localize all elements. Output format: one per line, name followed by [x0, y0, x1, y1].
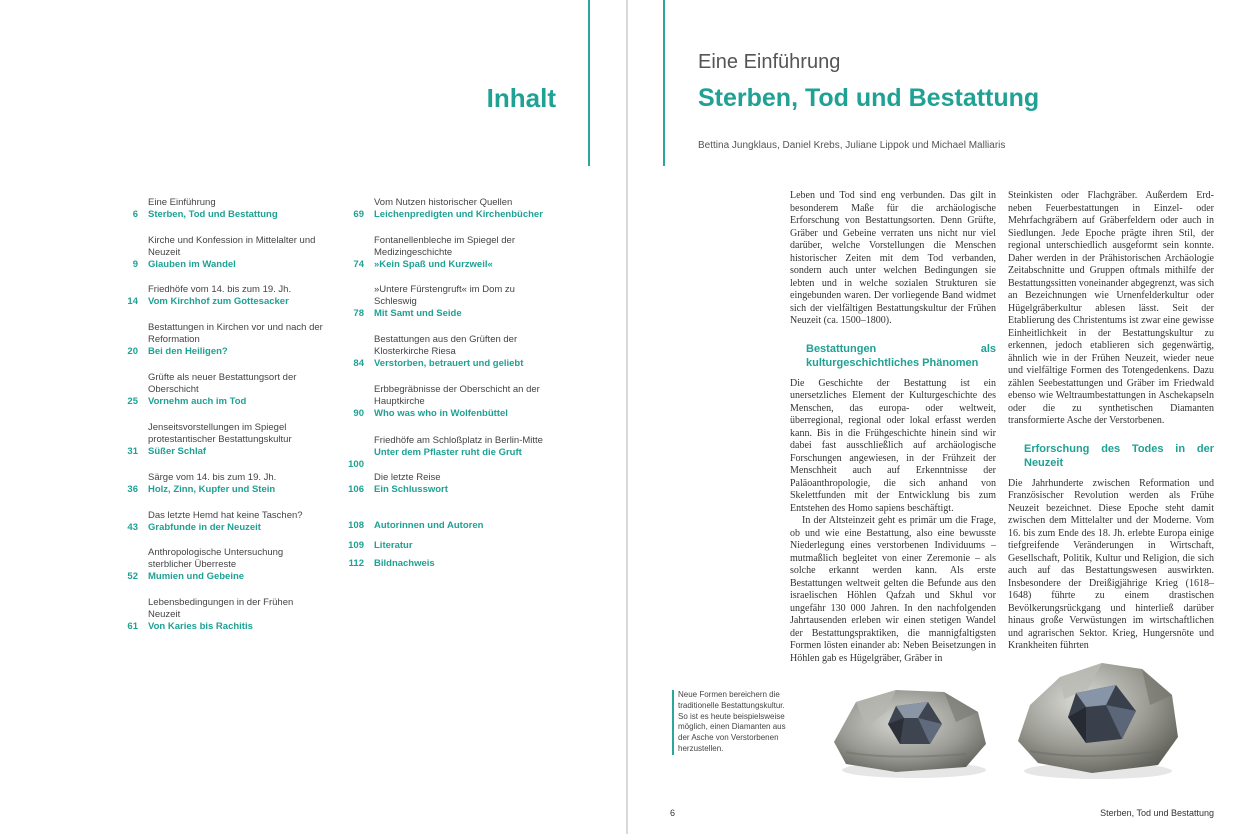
title-rule: [663, 0, 665, 166]
toc-entry-subtitle: Anthropologische Untersuchung sterblicher Überreste: [148, 547, 284, 570]
toc-entry-title: Who was who in Wolfenbüttel: [374, 408, 508, 419]
toc-page-number: 25: [127, 396, 138, 407]
toc-entry[interactable]: [353, 334, 554, 370]
toc-entry-title: Süßer Schlaf: [148, 446, 207, 457]
paragraph: Die Jahrhunderte zwischen Reformation und Französischer Revolution werden als Frühe Neuzeit bezeichnet. Diese Epoche steht damit zwischen dem Mittelalter und der Moderne. Vom 16. bis zum Ende des 18. Jh. erlebte Europa einige tiefgreifende Veränderungen in Wirtschaft, Gesellschaft, Politik, Kultur und Religion, die sich auch auf das Bestattungswesen auswirkten. Insbesondere der Dreißigjährige Krieg (1618–1648) führte zu einem drastischen Bevölkerungsrückgang und hinterließ darüber hinaus große Verwüstungen im wirtschaftlichen und agrarischen Sektor. Krieg, Hungersnöte und Krankheiten führten: [1008, 477, 1214, 651]
toc-page-number: 112: [348, 558, 364, 569]
toc-entry[interactable]: [353, 384, 554, 420]
toc-entry-subtitle: Grüfte als neuer Bestattungsort der Oberschicht: [148, 372, 297, 395]
toc-entry-subtitle: Vom Nutzen historischer Quellen: [374, 197, 513, 208]
contents-title: Inhalt: [486, 83, 556, 113]
toc-page-number: 31: [127, 446, 138, 457]
toc-entry-subtitle: Das letzte Hemd hat keine Taschen?: [148, 510, 303, 521]
toc-page-number: 90: [353, 408, 364, 419]
toc-entry-title: Von Karies bis Rachitis: [148, 621, 253, 632]
toc-entry-subtitle: Friedhöfe vom 14. bis zum 19. Jh.: [148, 284, 292, 295]
toc-page-number: 6: [132, 209, 138, 220]
toc-entry[interactable]: [348, 472, 554, 496]
toc-entry[interactable]: [127, 422, 326, 458]
toc-entry[interactable]: [132, 235, 326, 271]
figure-caption: Neue Formen bereichern die traditionelle Bestattungskultur. So ist es heute beispielsweise möglich, einen Diamanten aus der Asche von Verstorbenen herzustellen.: [672, 690, 796, 755]
toc-entry-subtitle: Friedhöfe am Schloßplatz in Berlin-Mitte: [374, 435, 543, 446]
toc-entry-subtitle: Erbbegräbnisse der Oberschicht an der Hauptkirche: [374, 384, 540, 407]
diamond-stone-image: [826, 672, 996, 782]
toc-entry-title: Grabfunde in der Neuzeit: [148, 522, 261, 533]
toc-entry[interactable]: [132, 197, 326, 221]
toc-page-number: 106: [348, 484, 364, 495]
toc-page-number: 84: [353, 358, 364, 369]
page-number: 6: [670, 808, 676, 818]
toc-entry-subtitle: Eine Einführung: [148, 197, 216, 208]
toc-entry-title: Bildnachweis: [374, 558, 435, 569]
toc-page-number: 108: [348, 520, 364, 531]
toc-entry-title: Ein Schlusswort: [374, 484, 448, 495]
paragraph: Steinkisten oder Flachgräber. Außerdem Erd- neben Feuerbestattungen in Einzel- oder Mehrfachgräbern auf Gräberfeldern oder auch in Siedlungen. Jede Epoche prägte ihren Stil, der regional unterschiedlich ausgeformt sein konnte. Daher werden in der Prähistorischen Archäologie Zeitabschnitte und Gruppen oftmals mithilfe der Bestattungssitten voneinander abgegrenzt, was sich an Bezeichnungen wie Urnenfelderkultur oder Hügelgräberkultur ablesen lässt. Seit der Etablierung des Christentums ist zwar eine gewisse Einheitlichkeit in der Bestattungskultur zu erkennen, jedoch etablieren sich gegenwärtig, ähnlich wie in der Frühen Neuzeit, wieder neue und vielfältige Formen des Totengedenkens. Dazu zählen Seebestattungen und Gräber im Friedwald ebenso wie Weltraumbestattungen in Aschekapseln oder die zu synthetischen Diamanten transformierte Asche der Verstorbenen.: [1008, 190, 1214, 426]
toc-entry-title: »Kein Spaß und Kurzweil«: [374, 259, 493, 270]
toc-page-number: 36: [127, 484, 138, 495]
toc-entry-subtitle: Bestattungen in Kirchen vor und nach der Reformation: [148, 322, 323, 345]
body-column-1: [790, 190, 996, 665]
toc-entry[interactable]: [348, 540, 554, 552]
toc-entry[interactable]: [353, 235, 554, 271]
toc-entry-title: Bei den Heiligen?: [148, 346, 228, 357]
article-authors: Bettina Jungklaus, Daniel Krebs, Juliane Lippok und Michael Malliaris: [698, 140, 1006, 151]
toc-entry-subtitle: Särge vom 14. bis zum 19. Jh.: [148, 472, 277, 483]
section-heading: Bestattungen als kulturgeschichtliches Phänomen: [806, 342, 996, 369]
running-head: Sterben, Tod und Bestattung: [1100, 808, 1214, 818]
toc-entry-subtitle: Lebensbedingungen in der Frühen Neuzeit: [148, 597, 294, 620]
toc-page-number: 61: [127, 621, 138, 632]
toc-entry[interactable]: [127, 472, 326, 496]
toc-entry-title: Sterben, Tod und Bestattung: [148, 209, 278, 220]
toc-entry-subtitle: Kirche und Konfession in Mittelalter und Neuzeit: [148, 235, 316, 258]
article-page: [628, 0, 1252, 834]
toc-entry[interactable]: [127, 372, 326, 408]
toc-entry-subtitle: »Untere Fürstengruft« im Dom zu Schleswig: [374, 284, 515, 307]
toc-entry[interactable]: [127, 597, 326, 633]
paragraph: Leben und Tod sind eng verbunden. Das gilt in besonderem Maße für die archäologische Erforschung von Bestattungsorten. Denn Grüfte, Gräber und Gebeine verraten uns nicht nur viel darüber, welche Vorstellungen die Menschen historischer Zeiten mit dem Tod verbanden, sondern auch unter welchen Bedingungen sie lebten und in welche sozialen Strukturen sie eingebunden waren. Der vorliegende Band widmet sich der vielfältigen Bestattungskultur der Frühen Neuzeit (ca. 1500–1800).: [790, 190, 996, 326]
diamond-stone-image: [1012, 655, 1184, 783]
toc-page-number: 100: [348, 459, 364, 470]
toc-page-number: 109: [348, 540, 364, 551]
toc-page-number: 9: [132, 259, 138, 270]
toc-entry-subtitle: Die letzte Reise: [374, 472, 441, 483]
toc-entry-subtitle: Bestattungen aus den Grüften der Klosterkirche Riesa: [374, 334, 518, 357]
toc-entry-title: Glauben im Wandel: [148, 259, 236, 270]
toc-entry-title: Autorinnen und Autoren: [374, 520, 484, 531]
section-heading: Erforschung des Todes in der Neuzeit: [1024, 442, 1214, 469]
title-rule: [588, 0, 590, 166]
toc-entry[interactable]: [127, 510, 326, 534]
toc-page-number: 78: [353, 308, 364, 319]
toc-entry-title: Literatur: [374, 540, 413, 551]
toc-page-number: 74: [353, 259, 364, 270]
toc-entry[interactable]: [127, 322, 326, 358]
toc-entry[interactable]: [348, 520, 554, 532]
paragraph: In der Altsteinzeit geht es primär um die Frage, ob und wie eine Bestattung, also eine bewusste Niederlegung eines verstorbenen Individuums – mutmaßlich begleitet von einer Zeremonie – als solche erkannt werden kann. Als erste Bestattungen weltweit gelten die Befunde aus den israelischen Höhlen Qafzah und Skhul vor ungefähr 130 000 Jahren. In den nachfolgenden Jahrtausenden erleben wir einen stetigen Wandel der Bestattungspraktiken, die mannigfaltigsten Formen lösten einander ab: Neben Beisetzungen in Höhlen gab es Hügelgräber, Gräber in: [790, 515, 996, 664]
toc-entry[interactable]: [353, 284, 554, 320]
toc-entry-title: Vornehm auch im Tod: [148, 396, 247, 407]
toc-entry-title: Verstorben, betrauert und geliebt: [374, 358, 524, 369]
toc-entry-title: Unter dem Pflaster ruht die Gruft: [374, 447, 522, 458]
toc-entry[interactable]: [348, 558, 554, 570]
toc-entry-title: Mit Samt und Seide: [374, 308, 462, 319]
toc-entry[interactable]: [127, 547, 326, 583]
toc-page-number: 69: [353, 209, 364, 220]
article-title: Sterben, Tod und Bestattung: [698, 84, 1040, 112]
toc-entry[interactable]: [353, 197, 554, 221]
body-column-2: [1008, 190, 1214, 653]
toc-entry-title: Mumien und Gebeine: [148, 571, 245, 582]
toc-entry-title: Vom Kirchhof zum Gottesacker: [148, 296, 289, 307]
article-kicker: Eine Einführung: [698, 51, 841, 73]
toc-entry[interactable]: [348, 435, 554, 470]
toc-page-number: 43: [127, 522, 138, 533]
toc-page-number: 14: [127, 296, 138, 307]
toc-entry[interactable]: [127, 284, 326, 308]
toc-entry-title: Leichenpredigten und Kirchenbücher: [374, 209, 543, 220]
paragraph: Die Geschichte der Bestattung ist ein unersetzliches Element der Kulturgeschichte des Menschen, das europa- oder weltweit, überregional, regional oder lokal erfasst werden kann. Bis in die Frühgeschichte hinein sind wir dabei fast ausschließlich auf archäologische Forschungen angewiesen, in der Frühzeit der Menschheit auch auf Erkenntnisse der Paläoanthropologie, die sich anhand von Skelettfunden mit der Entwicklung bis zum Entstehen des Homo sapiens beschäftigt.: [790, 377, 996, 514]
toc-entry-title: Holz, Zinn, Kupfer und Stein: [148, 484, 276, 495]
toc-entry-subtitle: Fontanellenbleche im Spiegel der Medizingeschichte: [374, 235, 516, 258]
toc-page-number: 52: [127, 571, 138, 582]
toc-page-number: 20: [127, 346, 138, 357]
toc-entry-subtitle: Jenseitsvorstellungen im Spiegel protestantischer Bestattungskultur: [148, 422, 292, 445]
